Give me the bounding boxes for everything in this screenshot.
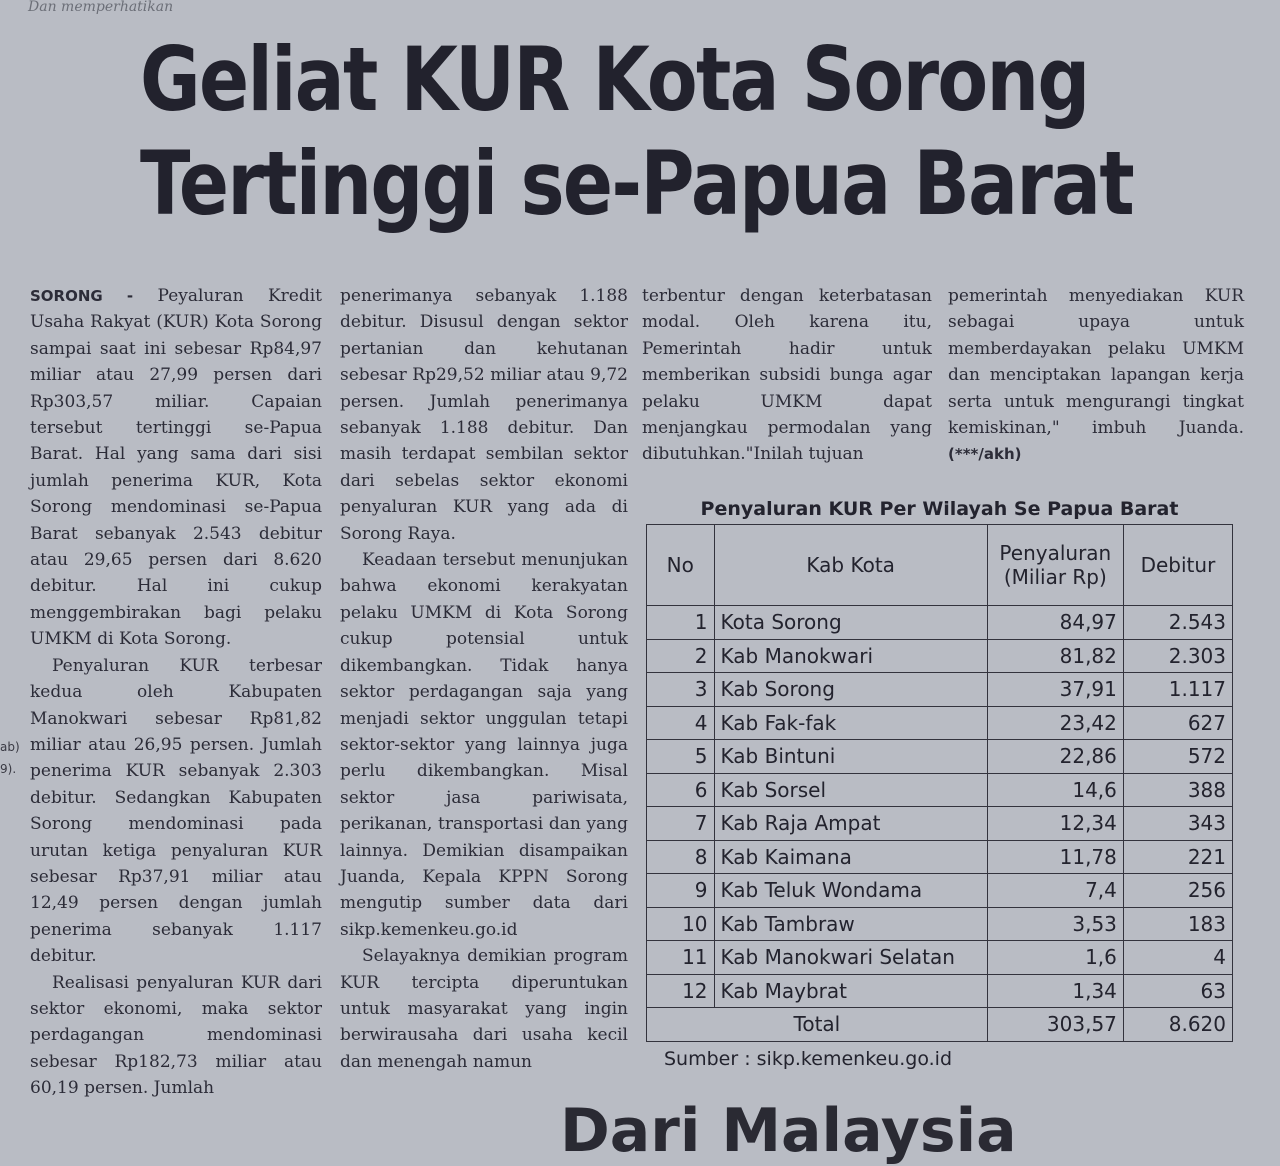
cell-kab-kota: Kab Teluk Wondama: [714, 874, 987, 908]
kur-table-box: [646, 494, 1233, 1076]
top-strip-text: Dan memperhatikan: [28, 0, 174, 15]
cell-penyaluran: 84,97: [987, 606, 1123, 640]
table-header-row: [647, 525, 1233, 606]
paragraph: Realisasi penyaluran KUR dari sektor ekonomi, maka sektor perdagangan mendominasi sebesar Rp182,73 miliar atau 60,19 persen. Jumlah: [30, 972, 322, 1099]
bottom-strip: [0, 1096, 1280, 1166]
kur-table: [646, 524, 1233, 1042]
cell-no: 2: [647, 639, 715, 673]
cell-no: 7: [647, 807, 715, 841]
table-row: [647, 907, 1233, 941]
cell-kab-kota: Kab Raja Ampat: [714, 807, 987, 841]
table-source: Sumber : sikp.kemenkeu.go.id: [664, 1047, 953, 1070]
cell-no: 6: [647, 773, 715, 807]
paragraph: [948, 283, 1244, 468]
table-total-row: [647, 1008, 1233, 1042]
cell-kab-kota: Kab Fak-fak: [714, 706, 987, 740]
article-column-3: [642, 283, 932, 468]
paragraph: Selayaknya demikian program KUR tercipta diperuntukan untuk masyarakat yang ingin berwirausaha dari usaha kecil dan menengah namun: [340, 946, 628, 1072]
cell-kab-kota: Kab Tambraw: [714, 907, 987, 941]
table-row: [647, 807, 1233, 841]
article-headline: [140, 28, 1134, 236]
cell-penyaluran: 3,53: [987, 907, 1123, 941]
table-title: Penyaluran KUR Per Wilayah Se Papua Barat: [700, 498, 1179, 520]
table-row: [647, 706, 1233, 740]
table-row: [647, 874, 1233, 908]
margin-mark: ab): [0, 740, 20, 754]
headline-line-1: Geliat KUR Kota Sorong: [140, 28, 1089, 131]
cell-kab-kota: Kab Manokwari: [714, 639, 987, 673]
cell-debitur: 2.543: [1123, 606, 1232, 640]
article-column-2: [340, 283, 628, 1075]
dateline: SORONG -: [30, 287, 134, 305]
author-signature: (***/akh): [948, 445, 1022, 464]
table-row: [647, 639, 1233, 673]
header-kab-kota: Kab Kota: [714, 525, 987, 606]
total-debitur: 8.620: [1123, 1008, 1232, 1042]
cell-no: 9: [647, 874, 715, 908]
table-row: [647, 606, 1233, 640]
cell-kab-kota: Kab Maybrat: [714, 974, 987, 1008]
cell-debitur: 183: [1123, 907, 1232, 941]
cell-kab-kota: Kab Sorong: [714, 673, 987, 707]
table-row: [647, 941, 1233, 975]
paragraph-text: Peyaluran Kredit Usaha Rakyat (KUR) Kota Sorong sampai saat ini sebesar Rp84,97 miliar atau 27,99 persen dari Rp303,57 miliar. Capaian tersebut tertinggi se-Papua Barat. Hal yang sama dari sisi jumlah penerima KUR, Kota Sorong mendominasi se-Papua Barat sebanyak 2.543 debitur atau 29,65 persen dari 8.620 debitur. Hal ini cukup menggembirakan bagi pelaku UMKM di Kota Sorong.: [30, 286, 322, 650]
cell-debitur: 1.117: [1123, 673, 1232, 707]
paragraph: [30, 283, 322, 653]
cell-debitur: 627: [1123, 706, 1232, 740]
article-column-4: [948, 283, 1244, 468]
cell-penyaluran: 1,6: [987, 941, 1123, 975]
paragraph: penerimanya sebanyak 1.188 debitur. Disusul dengan sektor pertanian dan kehutanan sebesar Rp29,52 miliar atau 9,72 persen. Jumlah penerimanya sebanyak 1.188 debitur. Dan masih terdapat sembilan sektor dari sebelas sektor ekonomi penyaluran KUR yang ada di Sorong Raya.: [340, 286, 628, 544]
cell-penyaluran: 1,34: [987, 974, 1123, 1008]
paragraph: Keadaan tersebut menunjukan bahwa ekonomi kerakyatan pelaku UMKM di Kota Sorong cukup potensial untuk dikembangkan. Tidak hanya sektor perdagangan saja yang menjadi sektor unggulan tetapi sektor-sektor yang lainnya juga perlu dikembangkan. Misal sektor jasa pariwisata, perikanan, transportasi dan yang lainnya. Demikian disampaikan Juanda, Kepala KPPN Sorong mengutip sumber data dari sikp.kemenkeu.go.id: [340, 550, 628, 940]
cell-debitur: 63: [1123, 974, 1232, 1008]
cell-penyaluran: 81,82: [987, 639, 1123, 673]
cell-no: 4: [647, 706, 715, 740]
cell-penyaluran: 23,42: [987, 706, 1123, 740]
header-penyaluran: Penyaluran (Miliar Rp): [987, 525, 1123, 606]
header-debitur: Debitur: [1123, 525, 1232, 606]
cell-debitur: 4: [1123, 941, 1232, 975]
table-body: [647, 606, 1233, 1008]
cell-no: 10: [647, 907, 715, 941]
cell-kab-kota: Kab Manokwari Selatan: [714, 941, 987, 975]
cell-penyaluran: 12,34: [987, 807, 1123, 841]
cell-debitur: 221: [1123, 840, 1232, 874]
table-row: [647, 974, 1233, 1008]
cell-kab-kota: Kab Kaimana: [714, 840, 987, 874]
table-row: [647, 773, 1233, 807]
cell-penyaluran: 11,78: [987, 840, 1123, 874]
cell-penyaluran: 37,91: [987, 673, 1123, 707]
cell-kab-kota: Kab Sorsel: [714, 773, 987, 807]
table-row: [647, 673, 1233, 707]
cell-no: 3: [647, 673, 715, 707]
next-headline-fragment: Dari Malaysia: [560, 1096, 1017, 1166]
cell-kab-kota: Kota Sorong: [714, 606, 987, 640]
cell-debitur: 388: [1123, 773, 1232, 807]
table-row: [647, 740, 1233, 774]
cell-kab-kota: Kab Bintuni: [714, 740, 987, 774]
cell-penyaluran: 7,4: [987, 874, 1123, 908]
total-penyaluran: 303,57: [987, 1008, 1123, 1042]
cell-debitur: 572: [1123, 740, 1232, 774]
total-label: Total: [647, 1008, 988, 1042]
cell-debitur: 256: [1123, 874, 1232, 908]
paragraph: Penyaluran KUR terbesar kedua oleh Kabupaten Manokwari sebesar Rp81,82 miliar atau 26,95 persen. Jumlah penerima KUR sebanyak 2.303 debitur. Sedangkan Kabupaten Sorong mendominasi pada urutan ketiga penyaluran KUR sebesar Rp37,91 miliar atau 12,49 persen dengan jumlah penerima sebanyak 1.117 debitur.: [30, 655, 322, 967]
cell-penyaluran: 22,86: [987, 740, 1123, 774]
table-row: [647, 840, 1233, 874]
cell-no: 5: [647, 740, 715, 774]
header-no: No: [647, 525, 715, 606]
article-column-1: [30, 283, 322, 1102]
cell-penyaluran: 14,6: [987, 773, 1123, 807]
cell-no: 1: [647, 606, 715, 640]
cell-debitur: 343: [1123, 807, 1232, 841]
paragraph: terbentur dengan keterbatasan modal. Oleh karena itu, Pemerintah hadir untuk memberikan subsidi bunga agar pelaku UMKM dapat menjangkau permodalan yang dibutuhkan."Inilah tujuan: [642, 286, 932, 465]
cell-debitur: 2.303: [1123, 639, 1232, 673]
margin-mark: 9).: [0, 762, 17, 776]
cell-no: 12: [647, 974, 715, 1008]
headline-line-2: Tertinggi se-Papua Barat: [140, 132, 1134, 235]
cell-no: 8: [647, 840, 715, 874]
cell-no: 11: [647, 941, 715, 975]
paragraph-text: pemerintah menyediakan KUR sebagai upaya untuk memberdayakan pelaku UMKM dan menciptakan lapangan kerja serta untuk mengurangi tingkat kemiskinan," imbuh Juanda.: [948, 286, 1244, 439]
